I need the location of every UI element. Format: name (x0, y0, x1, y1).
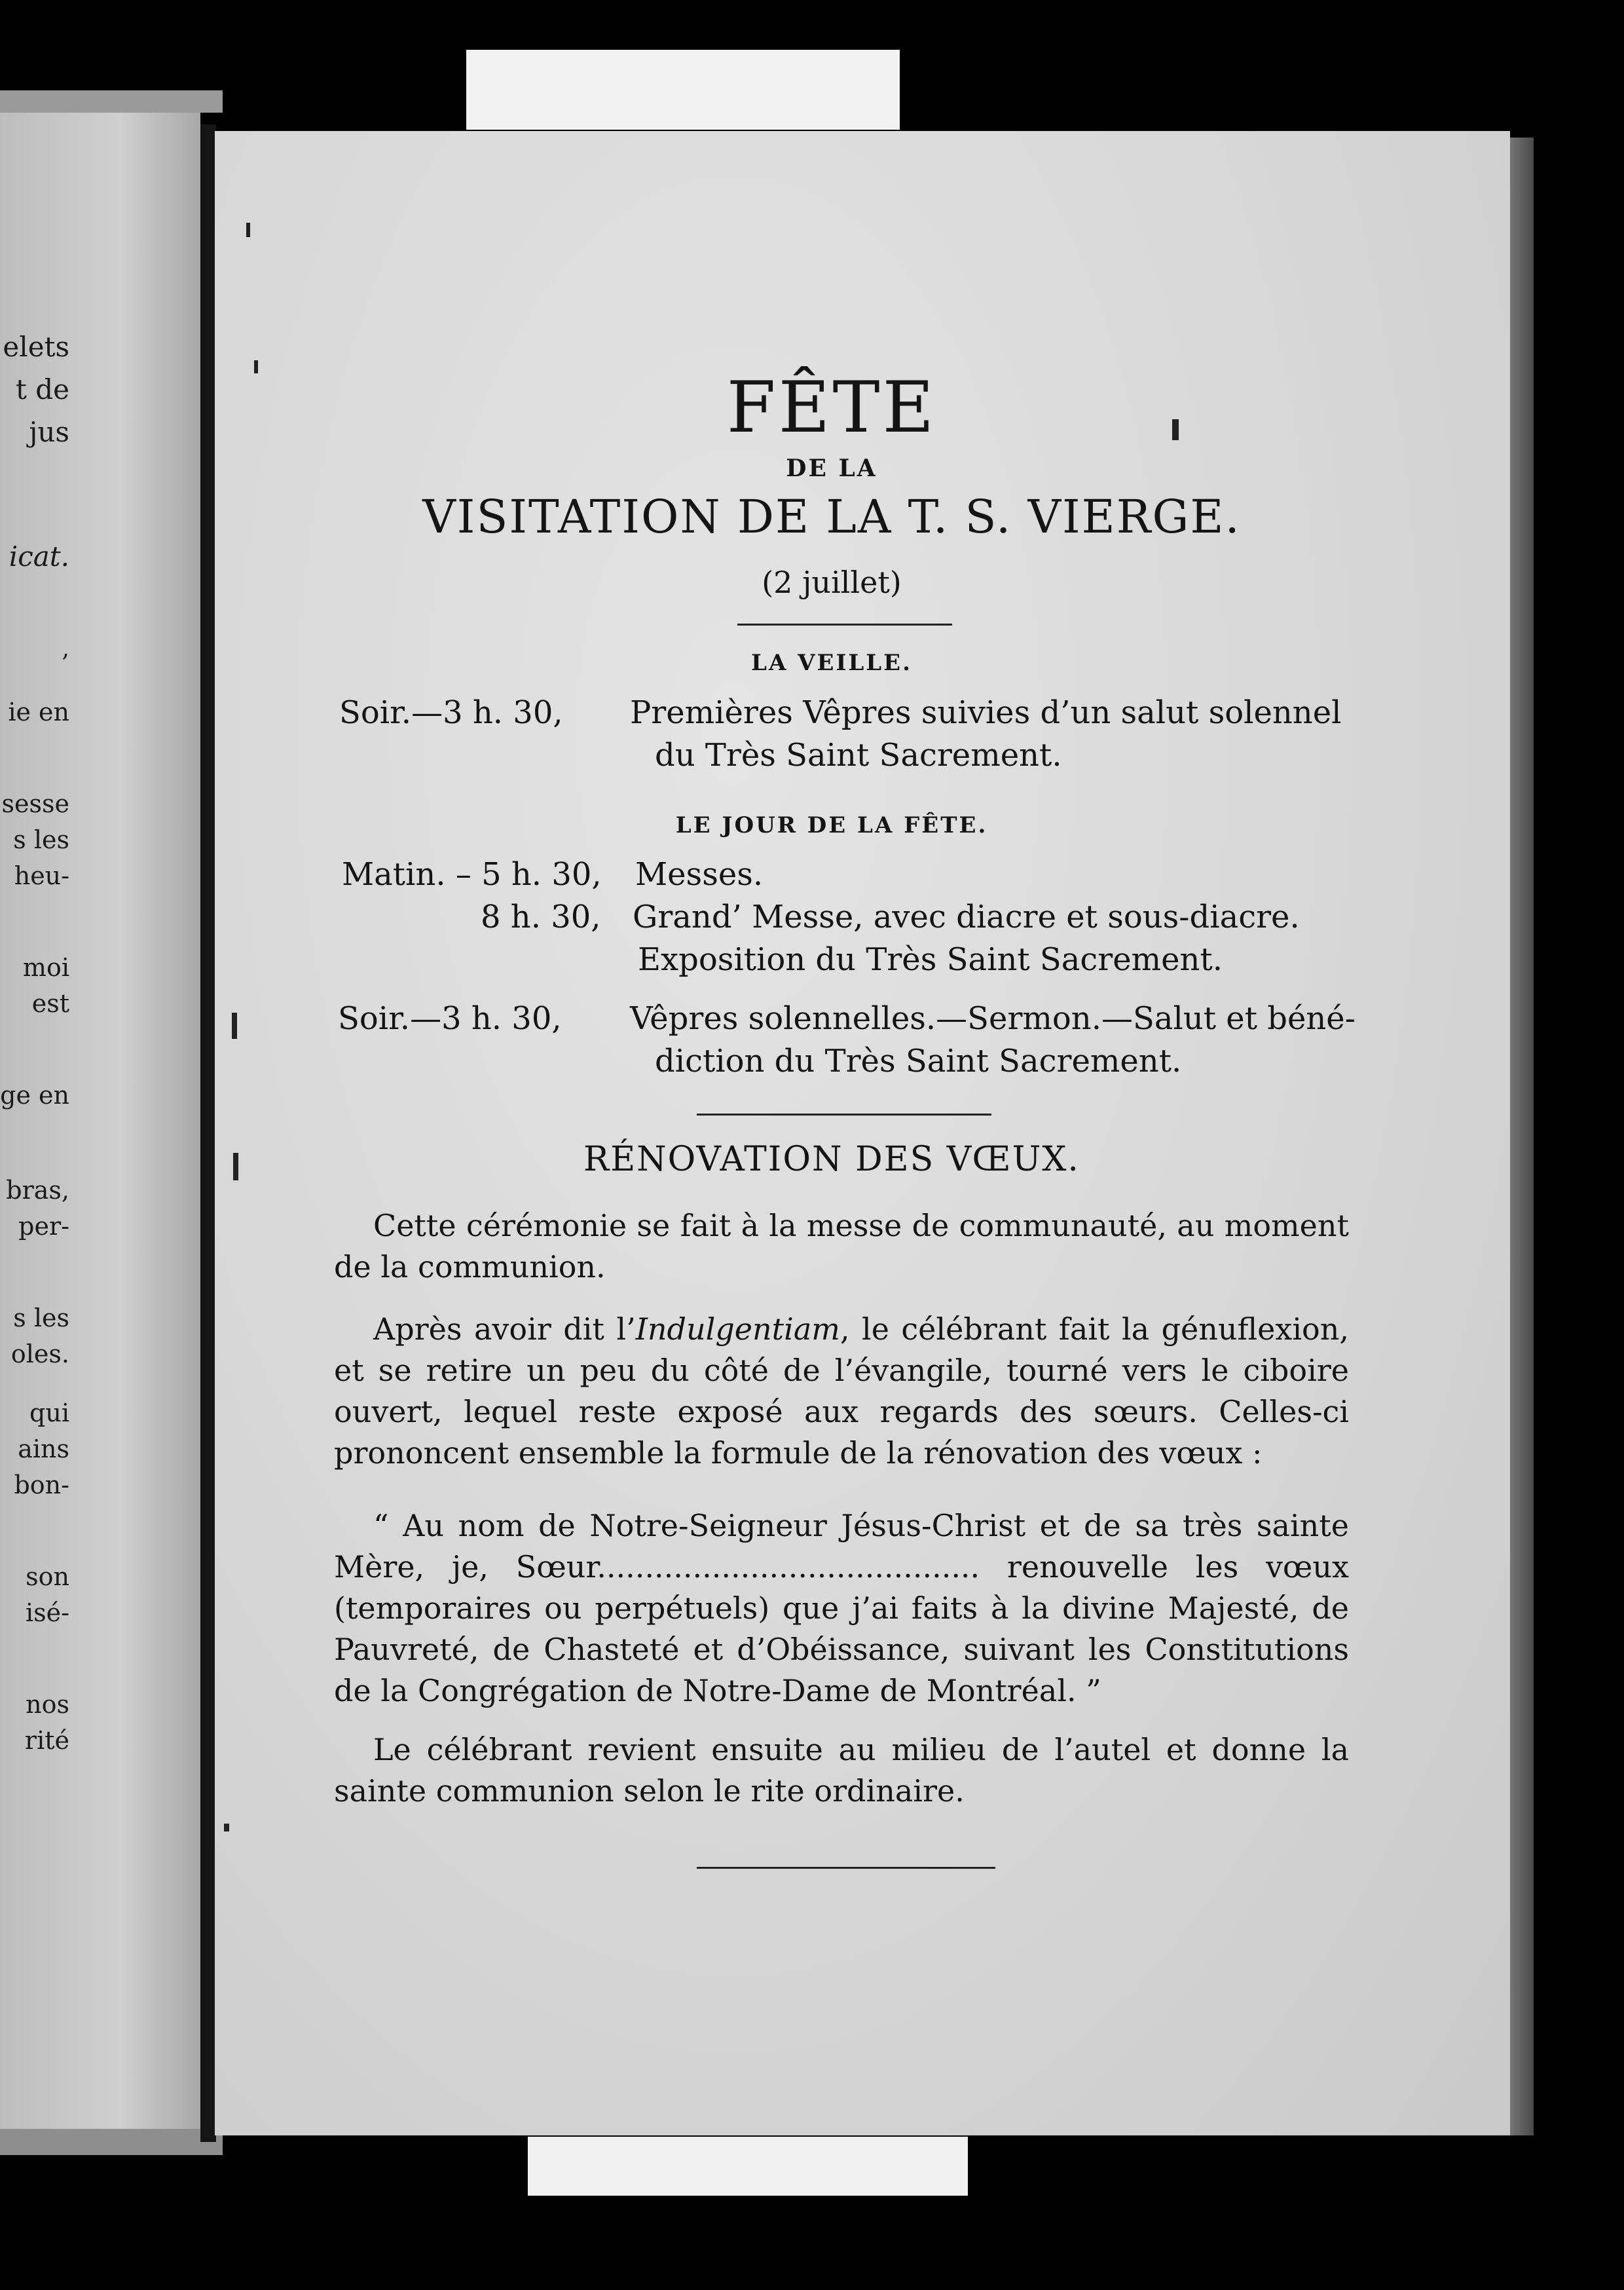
left-fragment: ie en (8, 698, 69, 726)
section-heading-renovation: RÉNOVATION DES VŒUX. (583, 1140, 1080, 1179)
left-fragment: bon- (14, 1471, 69, 1499)
paragraph-ceremonie: Cette cérémonie se fait à la messe de communauté, au moment de la communion. (334, 1208, 1349, 1285)
section-heading-veille: LA VEILLE. (751, 650, 912, 676)
left-fragment: icat. (9, 540, 69, 572)
left-fragment: t de (16, 373, 69, 405)
soir-time: Soir.—3 h. 30, (338, 1000, 562, 1037)
paper-tab-bottom (528, 2137, 968, 2196)
margin-mark (254, 360, 258, 373)
margin-mark (1172, 419, 1179, 440)
veille-desc-1: Premières Vêpres suivies d’un salut solennel (630, 694, 1342, 731)
soir-desc-2: diction du Très Saint Sacrement. (655, 1043, 1182, 1079)
paragraph-text: , le célébrant fait la génuflexion, et se retire un peu du côté de l’évangile, tourné vers le ciboire ouvert, lequel reste exposé aux regards des sœurs. Celles-ci prononcent ensemble la formule de la rénovation des vœux : (334, 1311, 1349, 1471)
grand-messe-time: 8 h. 30, (481, 899, 601, 935)
margin-mark (233, 1153, 238, 1180)
left-fragment: , (62, 635, 69, 662)
matin-time: Matin. – 5 h. 30, (342, 856, 602, 893)
left-fragment: qui (29, 1398, 69, 1427)
title-line: VISITATION DE LA T. S. VIERGE. (422, 490, 1241, 544)
left-fragment: sesse (1, 789, 69, 818)
divider (737, 624, 952, 626)
section-heading-jour: LE JOUR DE LA FÊTE. (675, 812, 988, 838)
left-fragment: ains (18, 1435, 69, 1463)
left-fragment: nos (26, 1690, 69, 1719)
veille-time: Soir.—3 h. 30, (339, 694, 563, 731)
left-fragment: jus (29, 416, 69, 448)
left-fragment: s les (13, 1304, 69, 1332)
left-fragment: est (31, 989, 69, 1018)
title-sub: DE LA (786, 455, 877, 482)
binding-edge-bottom (0, 2129, 223, 2155)
margin-mark (232, 1013, 237, 1039)
binding-edge-top (0, 90, 223, 113)
left-fragment: isé- (26, 1598, 69, 1627)
left-fragment: oles. (10, 1340, 69, 1368)
left-fragment: rité (24, 1726, 69, 1755)
left-fragment: s les (13, 825, 69, 854)
left-fragment: heu- (14, 861, 69, 890)
paragraph-indulgentiam (334, 1309, 1349, 1474)
margin-mark (224, 1824, 229, 1831)
paragraph-text: Après avoir dit l’ (373, 1311, 636, 1347)
left-fragment: ge en (0, 1081, 69, 1110)
divider (697, 1114, 991, 1116)
page-title: FÊTE (726, 367, 937, 449)
title-date: (2 juillet) (762, 565, 902, 600)
grand-messe-desc-2: Exposition du Très Saint Sacrement. (638, 941, 1223, 978)
matin-desc: Messes. (635, 856, 764, 893)
grand-messe-desc-1: Grand’ Messe, avec diacre et sous-diacre. (633, 899, 1300, 935)
paper-tab-top (466, 50, 900, 130)
divider (697, 1867, 995, 1869)
left-fragment: bras, (6, 1176, 69, 1205)
indulgentiam-italic: Indulgentiam (635, 1311, 840, 1347)
paragraph-formula: “ Au nom de Notre-Seigneur Jésus-Christ et de sa très sainte Mère, je, Sœur........................................ renouvelle les vœux (temporaires ou perpétuels) que j’ai faits à la divine Majesté, de Pauvreté, de Chasteté et d’Obéissance, suivant les Constitutions de la Congrégation de Notre-Dame de Montréal. ” (334, 1508, 1349, 1708)
paragraph-communion: Le célébrant revient ensuite au milieu de l’autel et donne la sainte communion selon le rite ordinaire. (334, 1732, 1349, 1809)
soir-desc-1: Vêpres solennelles.—Sermon.—Salut et béné- (630, 1000, 1356, 1037)
left-fragment: per- (18, 1212, 69, 1241)
veille-desc-2: du Très Saint Sacrement. (655, 737, 1062, 774)
left-fragment: son (26, 1562, 69, 1591)
left-fragment: moi (22, 953, 69, 982)
margin-mark (246, 223, 250, 237)
left-fragment: elets (3, 331, 69, 363)
